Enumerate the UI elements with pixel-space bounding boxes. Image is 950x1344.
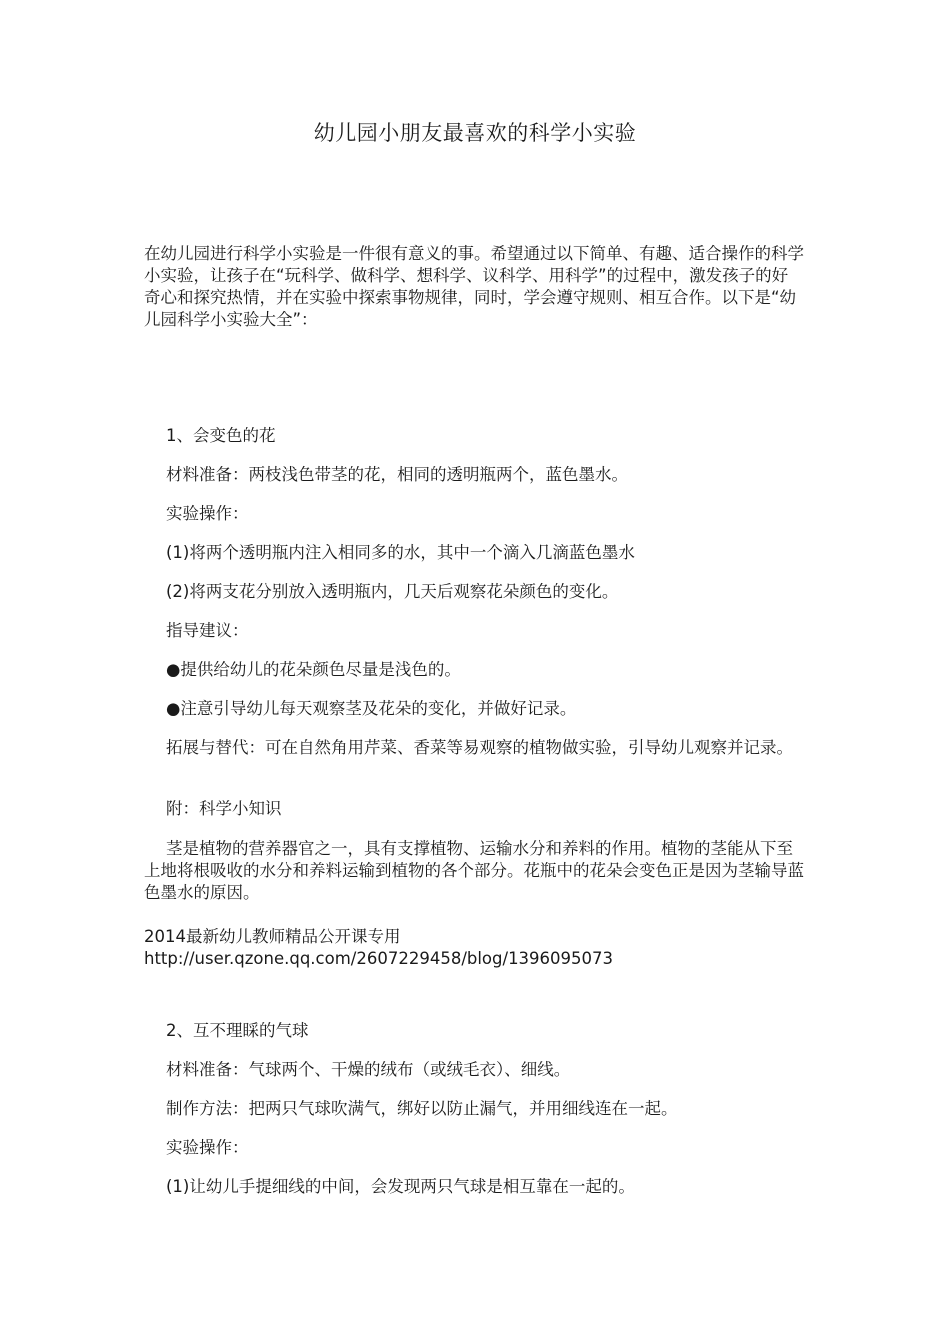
section-2-heading: 2、互不理睬的气球	[166, 1021, 309, 1040]
section-1-step-1: (1)将两个透明瓶内注入相同多的水，其中一个滴入几滴蓝色墨水	[166, 543, 635, 562]
document-title: 幼儿园小朋友最喜欢的科学小实验	[313, 121, 637, 145]
section-2-steps-label: 实验操作：	[166, 1138, 249, 1157]
section-1-heading: 1、会变色的花	[166, 426, 276, 445]
section-1-knowledge: 茎是植物的营养器官之一，具有支撑植物、运输水分和养料的作用。植物的茎能从下至上地将根吸收的水分和养料运输到植物的各个部分。花瓶中的花朵会变色正是因为茎输导蓝色墨水的原因。	[144, 839, 804, 902]
section-1-advice-label: 指导建议：	[166, 621, 249, 640]
promo-block	[144, 926, 804, 970]
section-1-advice-2: ●注意引导幼儿每天观察茎及花朵的变化，并做好记录。	[166, 699, 577, 718]
section-1-extension: 拓展与替代：可在自然角用芹菜、香菜等易观察的植物做实验，引导幼儿观察并记录。	[166, 738, 793, 757]
promo-url[interactable]: http://user.qzone.qq.com/2607229458/blog/1396095073	[144, 949, 614, 968]
section-1-materials: 材料准备：两枝浅色带茎的花，相同的透明瓶两个，蓝色墨水。	[166, 465, 628, 484]
intro-paragraph: 在幼儿园进行科学小实验是一件很有意义的事。希望通过以下简单、有趣、适合操作的科学小实验，让孩子在“玩科学、做科学、想科学、议科学、用科学”的过程中，激发孩子的好奇心和探究热情，并在实验中探索事物规律，同时，学会遵守规则、相互合作。以下是“幼儿园科学小实验大全”：	[144, 244, 804, 329]
section-1-knowledge-label: 附：科学小知识	[166, 799, 282, 818]
section-2-materials: 材料准备：气球两个、干燥的绒布（或绒毛衣）、细线。	[166, 1060, 571, 1079]
section-1-steps-label: 实验操作：	[166, 504, 249, 523]
section-2-step-1: (1)让幼儿手提细线的中间，会发现两只气球是相互靠在一起的。	[166, 1177, 635, 1196]
section-2-method: 制作方法：把两只气球吹满气，绑好以防止漏气，并用细线连在一起。	[166, 1099, 678, 1118]
promo-line-1: 2014最新幼儿教师精品公开课专用	[144, 927, 401, 946]
section-1-step-2: (2)将两支花分别放入透明瓶内，几天后观察花朵颜色的变化。	[166, 582, 619, 601]
section-1-advice-1: ●提供给幼儿的花朵颜色尽量是浅色的。	[166, 660, 461, 679]
